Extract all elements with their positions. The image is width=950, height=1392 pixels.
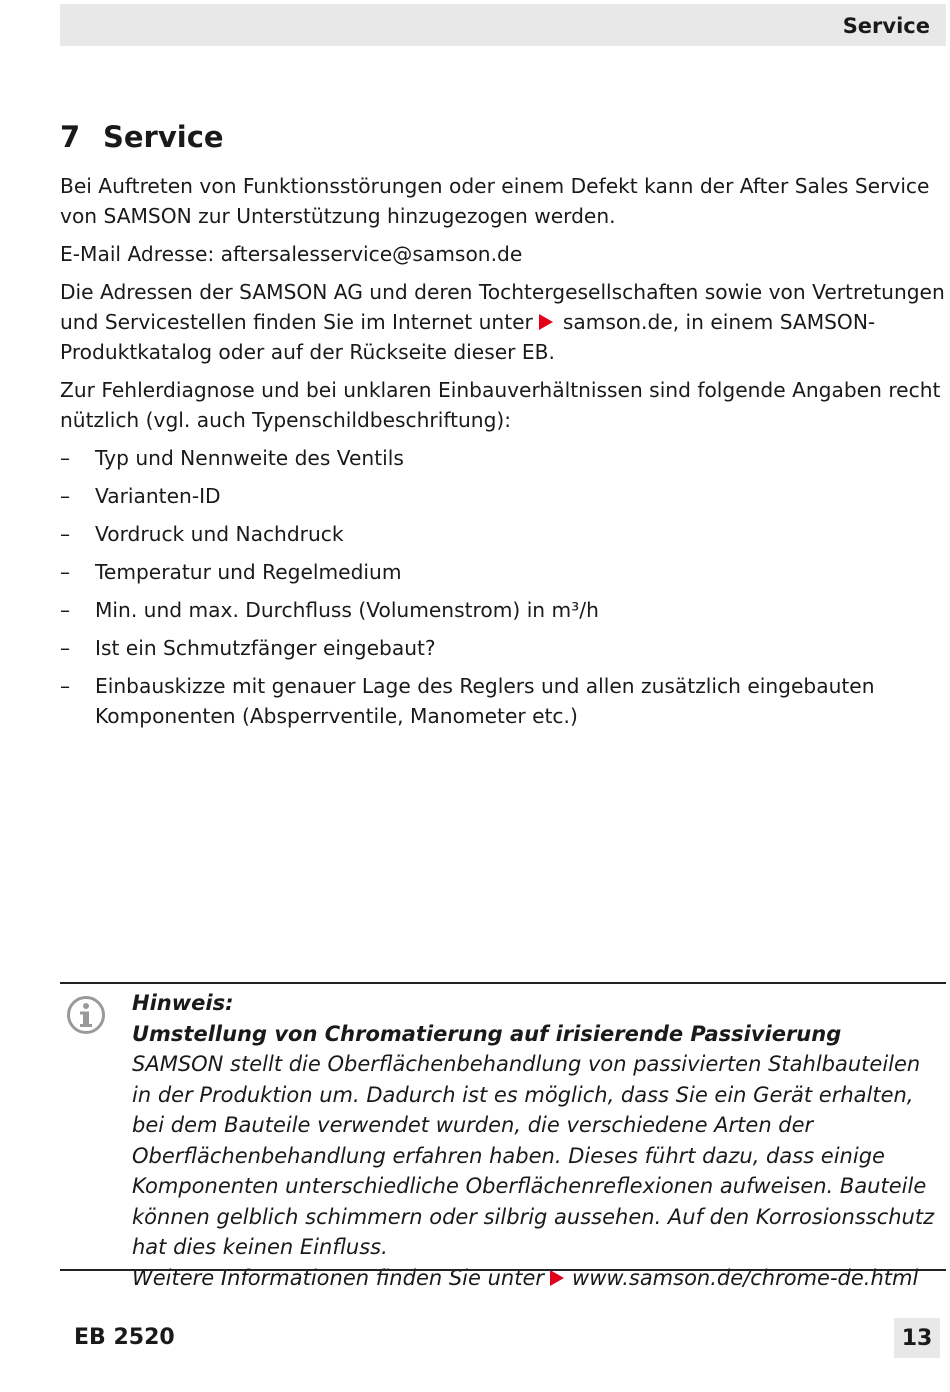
body-text <box>60 171 946 739</box>
dash-bullet: – <box>60 484 71 508</box>
list-item: – Min. und max. Durchfluss (Volumenstrom) in m³/h <box>60 595 946 625</box>
dash-bullet: – <box>60 522 71 546</box>
chrome-info-link[interactable]: www.samson.de/chrome-de.html <box>572 1265 919 1290</box>
hint-label: Hinweis: <box>132 991 234 1015</box>
paragraph-addresses <box>60 277 946 367</box>
hint-bottom-rule <box>60 1269 946 1271</box>
list-item: – Einbauskizze mit genauer Lage des Reglers und allen zusätzlich eingebauten Komponenten (Absperrventile, Manometer etc.) <box>60 671 946 731</box>
hint-more-info <box>132 1263 944 1294</box>
list-item: – Typ und Nennweite des Ventils <box>60 443 946 473</box>
list-item: – Temperatur und Regelmedium <box>60 557 946 587</box>
header-bar <box>60 4 946 46</box>
hint-more-text: Weitere Informationen finden Sie unter <box>132 1265 545 1290</box>
addresses-text-continued: , in einem SAMSON-Produktkatalog oder auf der Rückseite dieser EB. <box>60 310 876 364</box>
hint-text: SAMSON stellt die Oberflächenbehandlung von passivierten Stahlbauteilen in der Produktion um. Dadurch ist es möglich, dass Sie ein Gerät erhalten, bei dem Bauteile verwendet wurden, die verschiedene Arten der Oberflächenbehandlung erfahren haben. Dieses führt dazu, dass einige Komponenten unterschiedliche Oberflächenreflexionen aufweisen. Bauteile können gelblich schimmern oder silbrig aussehen. Auf den Korrosionsschutz hat dies keinen Einfluss. <box>132 1052 935 1259</box>
info-list <box>60 443 946 731</box>
list-item: – Vordruck und Nachdruck <box>60 519 946 549</box>
list-item: – Varianten-ID <box>60 481 946 511</box>
document-number: EB 2520 <box>74 1325 175 1350</box>
chapter-heading <box>60 120 224 154</box>
addresses-text: Die Adressen der SAMSON AG und deren Tochtergesellschaften sowie von Vertretungen und Servicestellen finden Sie im Internet unter <box>60 280 945 334</box>
dash-bullet: – <box>60 636 71 660</box>
hint-top-rule <box>60 982 946 984</box>
dash-bullet: – <box>60 674 71 698</box>
dash-bullet: – <box>60 446 71 470</box>
hint-box <box>132 988 944 1293</box>
dash-bullet: – <box>60 560 71 584</box>
dash-bullet: – <box>60 598 71 622</box>
hint-title: Umstellung von Chromatierung auf irisierende Passivierung <box>132 1021 842 1046</box>
header-section-title: Service <box>842 14 930 38</box>
samson-link[interactable]: samson.de <box>562 310 673 334</box>
list-item: – Ist ein Schmutzfänger eingebaut? <box>60 633 946 663</box>
arrow-right-icon <box>550 1270 564 1286</box>
info-icon <box>66 995 106 1035</box>
paragraph-email: E-Mail Adresse: aftersalesservice@samson.de <box>60 242 523 266</box>
chapter-number: 7 <box>60 120 81 154</box>
paragraph-intro: Bei Auftreten von Funktionsstörungen oder einem Defekt kann der After Sales Service von SAMSON zur Unterstützung hinzugezogen werden. <box>60 174 930 228</box>
arrow-right-icon <box>539 314 553 330</box>
page-number: 13 <box>894 1318 940 1358</box>
chapter-title: Service <box>103 120 224 154</box>
paragraph-diagnosis: Zur Fehlerdiagnose und bei unklaren Einbauverhältnissen sind folgende Angaben recht nützlich (vgl. auch Typenschildbeschriftung): <box>60 378 941 432</box>
